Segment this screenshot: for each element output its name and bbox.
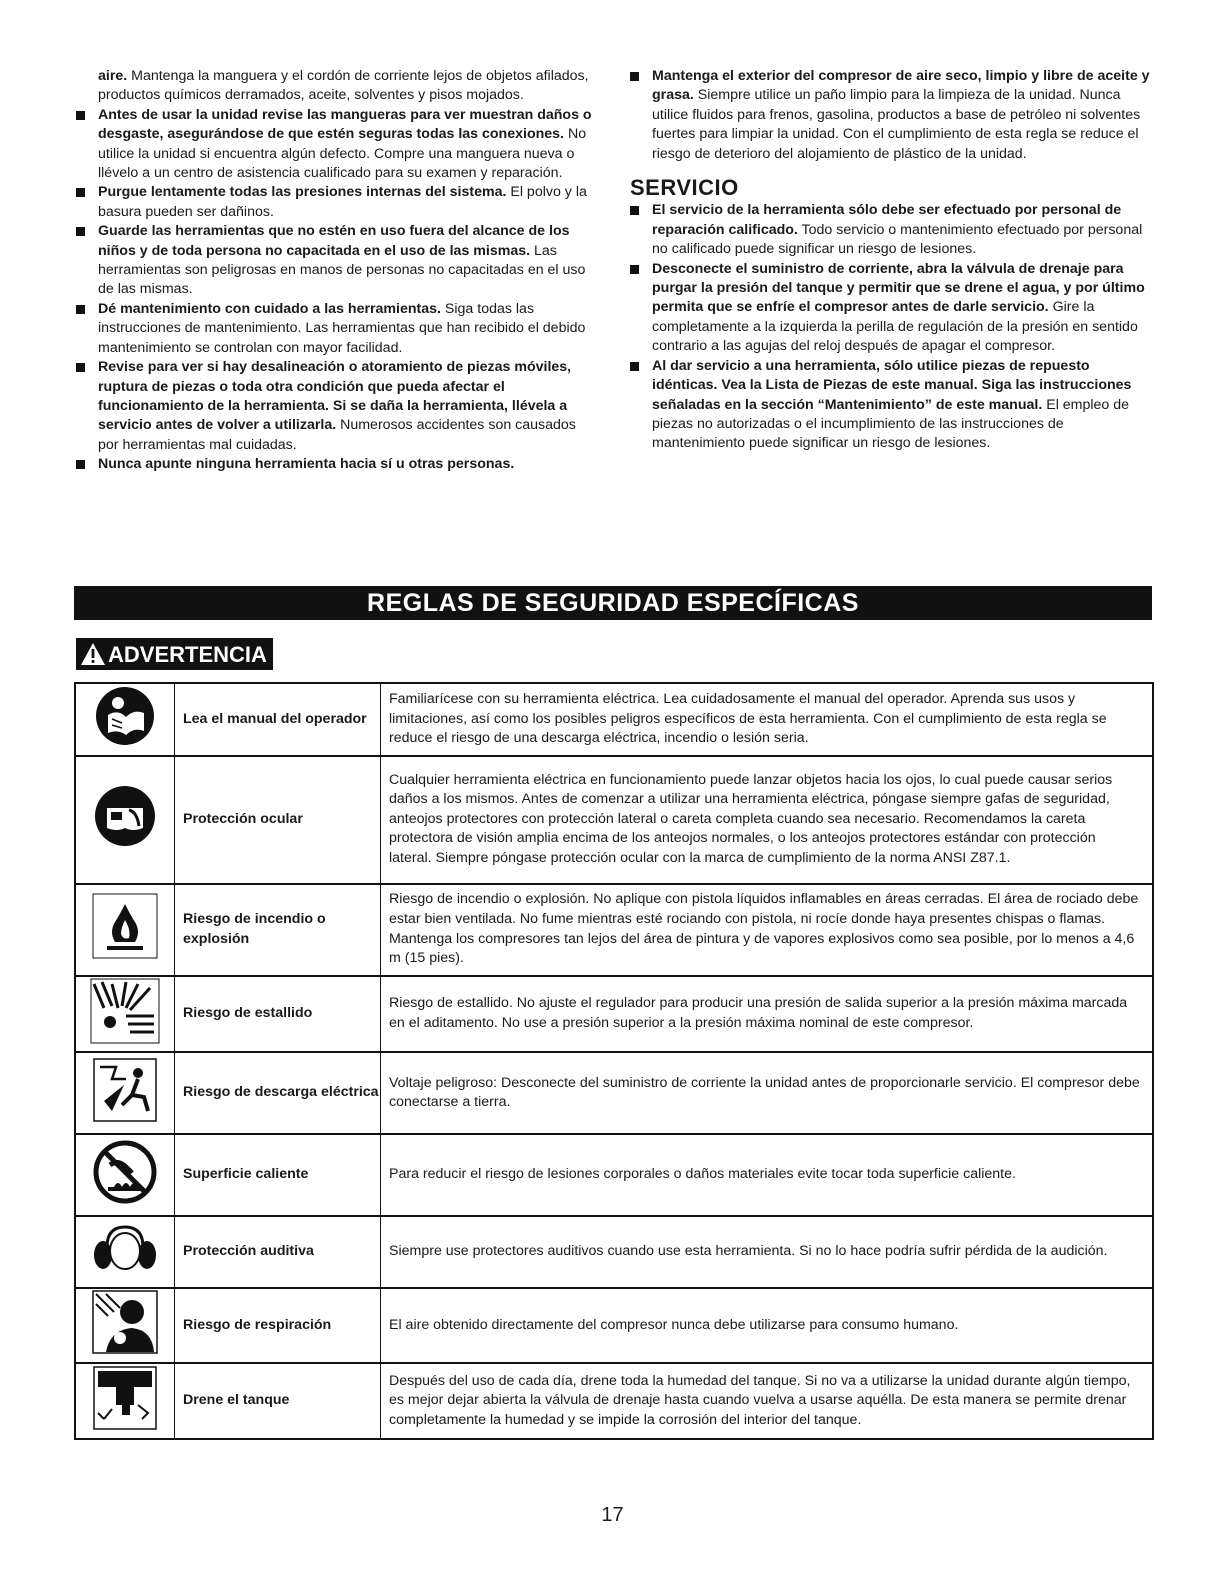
table-row [75, 1288, 1153, 1363]
page-number: 17 [601, 1504, 624, 1526]
service-para-0: El servicio de la herramienta sólo debe ser efectuado por personal de reparación calificado. Todo servicio o mantenimiento efectuado por personal no calificado puede significar un riesgo de lesiones. [630, 201, 1150, 259]
bullet-icon [76, 111, 85, 120]
hazard-icon-cell [75, 884, 175, 976]
bullet-icon [630, 72, 639, 81]
left-para-2: Purgue lentamente todas las presiones internas del sistema. El polvo y la basura pueden ser dañinos. [76, 183, 596, 222]
hazard-name: Riesgo de estallido [175, 976, 381, 1053]
hazard-icon-cell [75, 1134, 175, 1216]
table-row [75, 756, 1153, 884]
table-row [75, 1134, 1153, 1216]
hazard-name: Riesgo de respiración [175, 1288, 381, 1363]
bullet-icon [76, 188, 85, 197]
hazard-name: Riesgo de incendio o explosión [175, 884, 381, 976]
table-row [75, 1052, 1153, 1134]
left-para-6: Nunca apunte ninguna herramienta hacia sí u otras personas. [76, 455, 596, 474]
warning-triangle-icon [80, 642, 106, 666]
hazard-desc: El aire obtenido directamente del compresor nunca debe utilizarse para consumo humano. [381, 1288, 1154, 1363]
bullet-icon [630, 362, 639, 371]
bullet-icon [76, 363, 85, 372]
hazard-name: Drene el tanque [175, 1363, 381, 1440]
left-para-1: Antes de usar la unidad revise las mangueras para ver muestran daños o desgaste, asegurándose de que estén seguras todas las conexiones. No utilice la unidad si encuentra algún defecto. Compre una manguera nueva o llévelo a un centro de asistencia cualificado para su examen y reparación. [76, 106, 596, 184]
hazard-desc: Siempre use protectores auditivos cuando use esta herramienta. Si no lo hace podría sufrir pérdida de la audición. [381, 1216, 1154, 1288]
hazard-name: Riesgo de descarga eléctrica [175, 1052, 381, 1134]
hazard-desc: Voltaje peligroso: Desconecte del suministro de corriente la unidad antes de proporcionarle servicio. El compresor debe conectarse a tierra. [381, 1052, 1154, 1134]
left-para-5: Revise para ver si hay desalineación o atoramiento de piezas móviles, ruptura de piezas o toda otra condición que pueda afectar el funcionamiento de la herramienta. Si se daña la herramienta, llévela a servicio antes de volver a utilizarla. Numerosos accidentes son causados por herramientas mal cuidadas. [76, 358, 596, 455]
eye-protection-icon [93, 784, 157, 848]
hazard-desc: Riesgo de estallido. No ajuste el regulador para producir una presión de salida superior a la presión máxima marcada en el aditamento. No use a presión superior a la presión máxima nominal de este compresor. [381, 976, 1154, 1053]
left-para-0: aire. Mantenga la manguera y el cordón de corriente lejos de objetos afilados, productos químicos derramados, aceite, solventes y pisos mojados. [98, 68, 589, 104]
fire-hazard-icon [91, 892, 159, 960]
electric-shock-icon [92, 1057, 158, 1123]
hazard-icon-cell [75, 756, 175, 884]
service-para-1: Desconecte el suministro de corriente, abra la válvula de drenaje para purgar la presión del tanque y permitir que se drene el agua, y por último permita que se enfríe el compresor antes de darle servicio. Gire la completamente a la izquierda la perilla de regulación de la presión en sentido contrario a las agujas del reloj después de apagar el compresor. [630, 260, 1150, 357]
respiration-hazard-icon [92, 1290, 158, 1354]
hazard-name: Protección ocular [175, 756, 381, 884]
bullet-icon [630, 206, 639, 215]
hearing-protection-icon [89, 1221, 161, 1277]
hazard-icon-cell [75, 1363, 175, 1440]
right-para-0: Mantenga el exterior del compresor de aire seco, limpio y libre de aceite y grasa. Siempre utilice un paño limpio para la limpieza de la unidad. Nunca utilice fluidos para frenos, gasolina, productos a base de petróleo ni solventes fuertes para limpiar la unidad. Con el cumplimiento de esta regla se reduce el riesgo de deterioro del alojamiento de plástico de la unidad. [630, 67, 1150, 164]
burst-hazard-icon [90, 978, 160, 1044]
table-row [75, 683, 1153, 756]
bullet-icon [630, 265, 639, 274]
hazard-desc: Familiarícese con su herramienta eléctrica. Lea cuidadosamente el manual del operador. Aprenda sus usos y limitaciones, así como los posibles peligros específicos de esta herramienta. Con el cumplimiento de esta regla se reduce el riesgo de una descarga eléctrica, incendio o lesión seria. [381, 683, 1154, 756]
right-column [630, 67, 1150, 454]
hot-surface-icon [92, 1139, 158, 1205]
hazard-icon-cell [75, 1288, 175, 1363]
read-manual-icon [94, 685, 156, 747]
table-row [75, 1216, 1153, 1288]
section-banner: REGLAS DE SEGURIDAD ESPECÍFICAS [74, 586, 1152, 620]
hazard-desc: Riesgo de incendio o explosión. No aplique con pistola líquidos inflamables en áreas cerradas. El área de rociado debe estar bien ventilada. No fume mientras esté rociando con pistola, ni rocíe donde haya presentes chispas o flamas. Mantenga los compresores tan lejos del área de pintura y de vapores explosivos como sea posible, por lo menos a 4,6 m (15 pies). [381, 884, 1154, 976]
bullet-icon [76, 460, 85, 469]
bullet-icon [76, 305, 85, 314]
hazard-icon-cell [75, 976, 175, 1053]
service-heading: SERVICIO [630, 175, 739, 201]
hazard-table [74, 682, 1154, 1440]
hazard-icon-cell [75, 1052, 175, 1134]
hazard-icon-cell [75, 683, 175, 756]
bullet-icon [76, 227, 85, 236]
left-para-3: Guarde las herramientas que no estén en uso fuera del alcance de los niños y de toda persona no capacitada en el uso de las mismas. Las herramientas son peligrosas en manos de personas no capacitadas en el uso de las mismas. [76, 222, 596, 300]
hazard-name: Lea el manual del operador [175, 683, 381, 756]
table-row [75, 884, 1153, 976]
hazard-name: Protección auditiva [175, 1216, 381, 1288]
table-row [75, 1363, 1153, 1440]
hazard-name: Superficie caliente [175, 1134, 381, 1216]
table-row [75, 976, 1153, 1053]
service-para-2: Al dar servicio a una herramienta, sólo utilice piezas de repuesto idénticas. Vea la Lista de Piezas de este manual. Siga las instrucciones señaladas en la sección “Mantenimiento” de este manual. El empleo de piezas no autorizadas o el incumplimiento de las instrucciones de mantenimiento puede significar un riesgo de lesiones. [630, 357, 1150, 454]
left-column [76, 67, 596, 475]
drain-tank-icon [92, 1365, 158, 1431]
hazard-desc: Cualquier herramienta eléctrica en funcionamiento puede lanzar objetos hacia los ojos, lo cual puede causar serios daños a los mismos. Antes de comenzar a utilizar una herramienta eléctrica, póngase siempre gafas de seguridad, anteojos protectores con protección lateral o careta completa cuando sea necesario. Recomendamos la careta protectora de visión amplia encima de los anteojos normales, o los anteojos protectores estándar con protección lateral. Siempre póngase protección ocular con la marca de cumplimiento de la norma ANSI Z87.1. [381, 756, 1154, 884]
warning-label [76, 638, 273, 670]
left-para-4: Dé mantenimiento con cuidado a las herramientas. Siga todas las instrucciones de mantenimiento. Las herramientas que han recibido el debido mantenimiento se controlan con mayor facilidad. [76, 300, 596, 358]
hazard-icon-cell [75, 1216, 175, 1288]
hazard-desc: Para reducir el riesgo de lesiones corporales o daños materiales evite tocar toda superficie caliente. [381, 1134, 1154, 1216]
warning-text: ADVERTENCIA [108, 641, 267, 667]
hazard-desc: Después del uso de cada día, drene toda la humedad del tanque. Si no va a utilizarse la unidad durante algún tiempo, es mejor dejar abierta la válvula de drenaje hasta cuando vuelva a usarse aquélla. De esta manera se permite drenar completamente la humedad y se impide la corrosión del interior del tanque. [381, 1363, 1154, 1440]
